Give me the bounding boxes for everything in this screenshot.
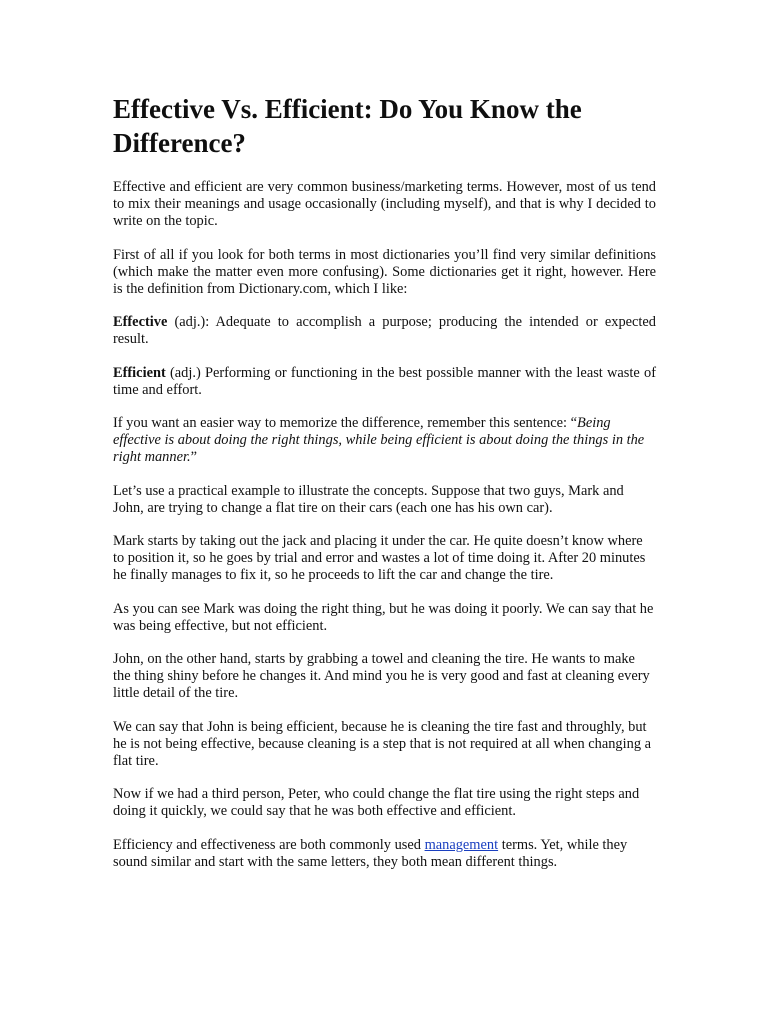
memorize-quote: Being effective is about doing the right things, while being efficient is about doing the things in the right manner. bbox=[113, 415, 645, 466]
management-link[interactable]: management bbox=[424, 836, 499, 853]
page-title: Effective Vs. Efficient: Do You Know the Difference? bbox=[113, 94, 582, 158]
definition-efficient-text: (adj.) Performing or functioning in the best possible manner with the least waste of time and effort. bbox=[113, 364, 656, 398]
paragraph-mark: Mark starts by taking out the jack and placing it under the car. He quite doesn’t know where to position it, so he goes by trial and error and wastes a lot of time doing it. After 20 minutes he finally manages to fix it, so he proceeds to lift the car and change the tire. bbox=[113, 533, 646, 584]
definition-effective-text: (adj.): Adequate to accomplish a purpose; producing the intended or expected result. bbox=[113, 314, 656, 348]
term-effective: Effective bbox=[113, 314, 168, 331]
term-efficient: Efficient bbox=[113, 364, 166, 381]
definition-effective bbox=[113, 314, 656, 348]
memorize-lead: If you want an easier way to memorize the difference, remember this sentence: “ bbox=[113, 415, 578, 432]
paragraph-mark-summary: As you can see Mark was doing the right thing, but he was doing it poorly. We can say that he was being effective, but not efficient. bbox=[113, 600, 654, 634]
paragraph-example: Let’s use a practical example to illustrate the concepts. Suppose that two guys, Mark and John, are trying to change a flat tire on their cars (each one has his own car). bbox=[113, 482, 624, 516]
paragraph-conclusion bbox=[113, 837, 656, 871]
conclusion-lead: Efficiency and effectiveness are both commonly used bbox=[113, 836, 425, 853]
paragraph-memorize bbox=[113, 415, 656, 467]
paragraph-dictionaries: First of all if you look for both terms in most dictionaries you’ll find very similar definitions (which make the matter even more confusing). Some dictionaries get it right, however. Here is the definition from Dictionary.com, which I like: bbox=[113, 246, 656, 298]
paragraph-john-summary: We can say that John is being efficient, because he is cleaning the tire fast and throughly, but he is not being effective, because cleaning is a step that is not required at all when changing a flat tire. bbox=[113, 718, 651, 770]
memorize-end: ” bbox=[190, 449, 197, 466]
paragraph-intro: Effective and efficient are very common business/marketing terms. However, most of us tend to mix their meanings and usage occasionally (including myself), and that is why I decided to write on the topic. bbox=[113, 179, 656, 230]
conclusion-end: terms. Yet, while they sound similar and start with the same letters, they both mean different things. bbox=[113, 836, 628, 870]
paragraph-peter: Now if we had a third person, Peter, who could change the flat tire using the right steps and doing it quickly, we could say that he was both effective and efficient. bbox=[113, 786, 640, 820]
document-page bbox=[113, 92, 656, 887]
paragraph-john: John, on the other hand, starts by grabbing a towel and cleaning the tire. He wants to make the thing shiny before he changes it. And mind you he is very good and fast at cleaning every little detail of the tire. bbox=[113, 651, 650, 702]
definition-efficient bbox=[113, 365, 656, 399]
